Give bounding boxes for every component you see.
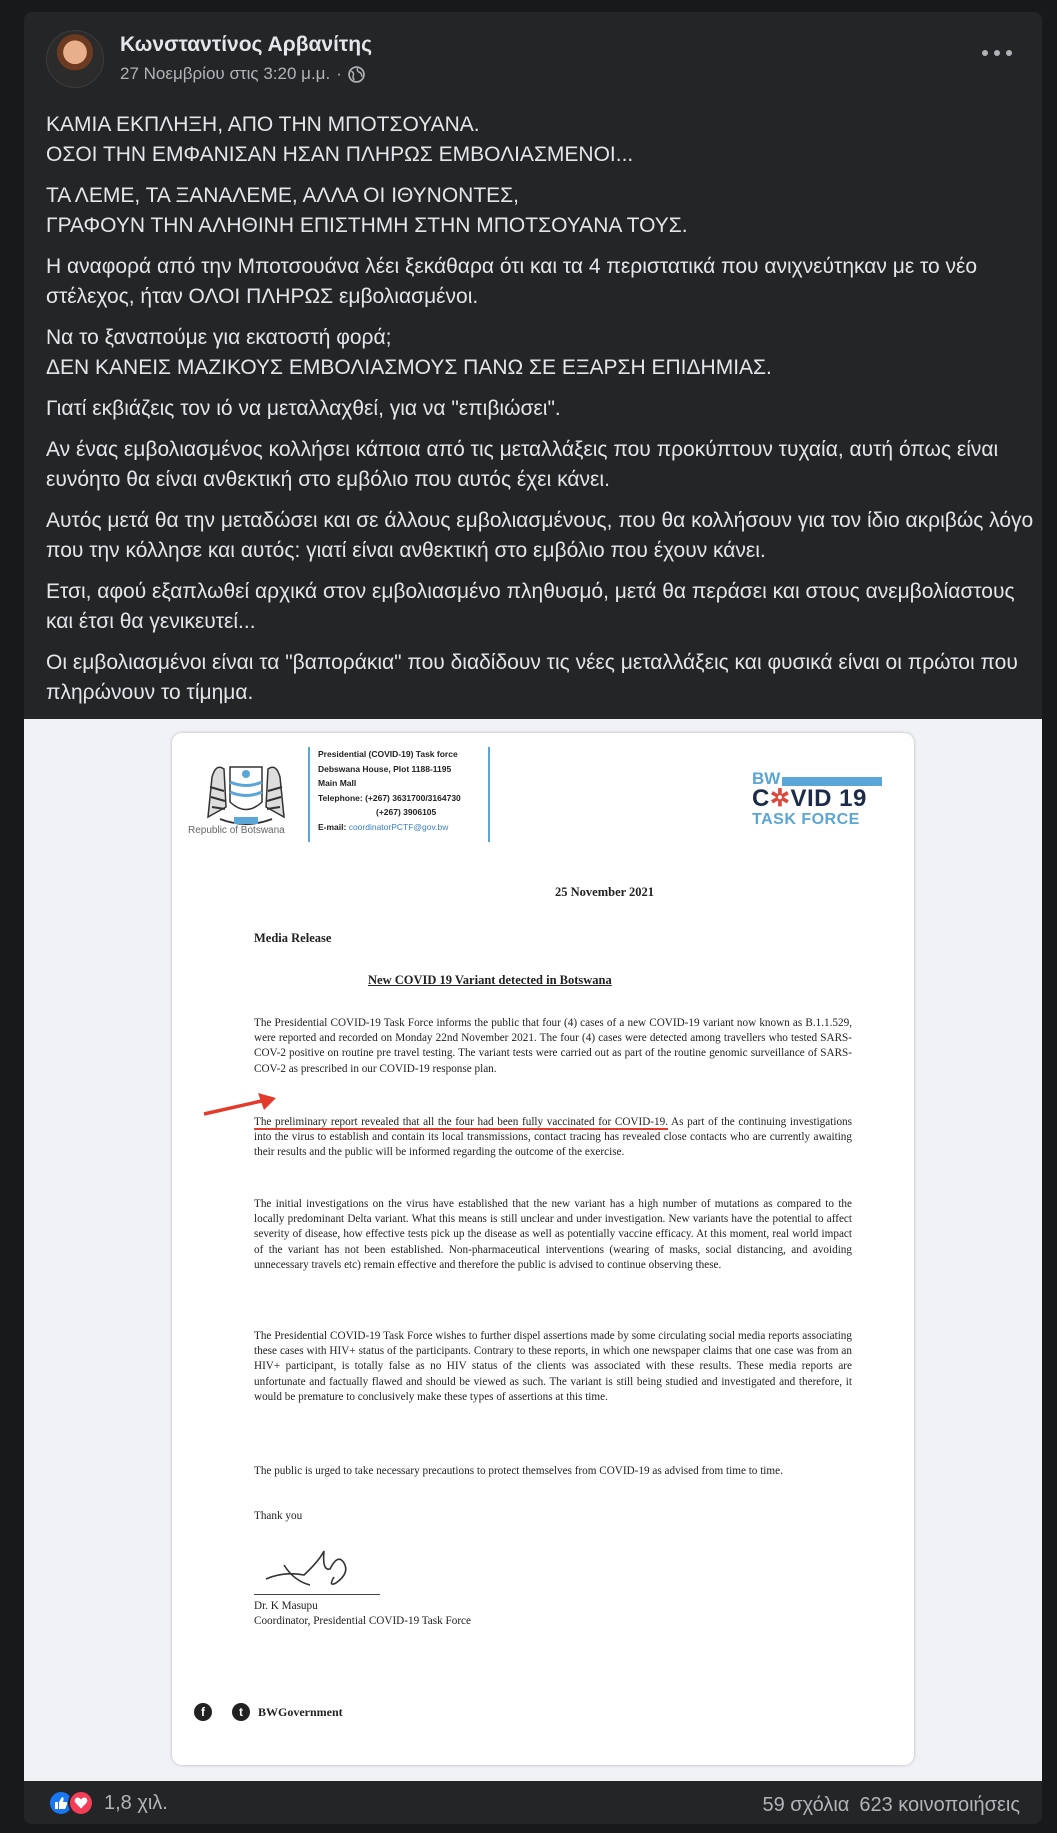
signature-line	[254, 1594, 380, 1595]
globe-icon[interactable]	[348, 66, 365, 83]
thanks-line: Thank you	[254, 1510, 303, 1522]
meta-separator: ·	[336, 64, 342, 83]
post-text	[46, 110, 1036, 719]
media-release-label: Media Release	[254, 931, 332, 945]
post-paragraph: Να το ξαναπούμε για εκατοστή φορά; ΔΕΝ ΚΑΝΕΙΣ ΜΑΖΙΚΟΥΣ ΕΜΒΟΛΙΑΣΜΟΥΣ ΠΑΝΩ ΣΕ ΕΞΑΡΣΗ ΕΠΙΔΗΜΙΑΣ.	[46, 326, 772, 379]
red-arrow-icon	[202, 1090, 282, 1120]
shares-count[interactable]: 623 κοινοποιήσεις	[859, 1794, 1020, 1816]
logo-letter: C	[752, 785, 770, 812]
logo-bw: BW	[752, 769, 781, 788]
logo-letter: VID 19	[790, 785, 867, 812]
post-paragraph: Αυτός μετά θα την μεταδώσει και σε άλλους εμβολιασμένους, που θα κολλήσουν για τον ίδιο ακριβώς λόγο που την κόλλησε και αυτός: γιατί είναι ανθεκτική στο εμβόλιο που έχουν κάνει.	[46, 509, 1034, 562]
reactions-summary[interactable]	[48, 1790, 168, 1816]
republic-label: Republic of Botswana	[188, 825, 285, 836]
document-title: New COVID 19 Variant detected in Botswana	[368, 973, 612, 987]
comments-count[interactable]: 59 σχόλια	[762, 1794, 850, 1816]
contact-line: (+267) 3906105	[376, 807, 437, 817]
contact-line: Telephone: (+267) 3631700/3164730	[318, 792, 461, 803]
document-paragraph: The initial investigations on the virus have established that the new variant has a high number of mutations as compared to the locally predominant Delta variant. What this means is still unclear and under investigation. New variants have the potential to affect severity of disease, how effective tests pick up the disease as well as potentially vaccine efficacy. At this moment, real world impact of the variant has not been established. Non-pharmaceutical interventions (wearing of masks, social distancing, and avoiding unnecessary travels etc) remain effective and therefore the public is advised to continue observing these.	[254, 1198, 852, 1271]
divider	[308, 747, 310, 842]
contact-line: Main Mall	[318, 778, 357, 788]
more-options-icon[interactable]	[982, 50, 1012, 60]
signer-title: Coordinator, Presidential COVID-19 Task Force	[254, 1615, 471, 1627]
post-paragraph: Οι εμβολιασμένοι είναι τα "βαποράκια" που διαδίδουν τις νέες μεταλλάξεις και φυσικά είναι οι πρώτοι που πληρώνουν το τίμημα.	[46, 651, 1018, 704]
post-stats	[24, 1784, 1042, 1824]
email-address: coordinatorPCTF@gov.bw	[348, 821, 449, 832]
document-paragraph: The Presidential COVID-19 Task Force informs the public that four (4) cases of a new COVID-19 variant now known as B.1.1.529, were reported and recorded on Monday 22nd November 2021. The four (4) cases were detected among travellers who tested SARS-COV-2 positive on routine pre travel testing. The variant tests were carried out as part of the routine genomic surveillance of SARS-COV-2 as prescribed in our COVID-19 response plan.	[254, 1017, 852, 1075]
post-header	[24, 12, 1042, 97]
engagement-counts	[763, 1794, 1021, 1817]
facebook-icon: f	[194, 1703, 212, 1721]
highlighted-sentence: The preliminary report revealed that all the four had been fully vaccinated for COVID-19.	[254, 1116, 669, 1128]
post-paragraph: ΚΑΜΙΑ ΕΚΠΛΗΞΗ, ΑΠΟ ΤΗΝ ΜΠΟΤΣΟΥΑΝΑ. ΟΣΟΙ ΤΗΝ ΕΜΦΑΝΙΣΑΝ ΗΣΑΝ ΠΛΗΡΩΣ ΕΜΒΟΛΙΑΣΜΕΝΟΙ...	[46, 113, 634, 166]
social-handle: BWGovernment	[258, 1704, 343, 1719]
logo-task-force: TASK FORCE	[752, 811, 860, 828]
contact-block	[318, 747, 461, 834]
signer-name: Dr. K Masupu	[254, 1600, 318, 1612]
post-paragraph: Γιατί εκβιάζεις τον ιό να μεταλλαχθεί, για να "επιβιώσει".	[46, 397, 561, 420]
document-paragraph	[254, 1115, 852, 1161]
contact-line: Presidential (COVID-19) Task force	[318, 749, 458, 759]
post-paragraph: Η αναφορά από την Μποτσουάνα λέει ξεκάθαρα ότι και τα 4 περιστατικά που ανιχνεύτηκαν με το νέο στέλεχος, ήταν ΟΛΟΙ ΠΛΗΡΩΣ εμβολιασμένοι.	[46, 255, 978, 308]
post-meta	[120, 64, 365, 84]
love-icon	[68, 1790, 94, 1816]
document-paragraph: The Presidential COVID-19 Task Force wishes to further dispel assertions made by some circulating social media reports associating these cases with HIV+ status of the participants. Contrary to these reports, in which one newspaper claims that one case was from an HIV+ participant, is totally false as no HIV status of the clients was associated with these results. These media reports are unfortunate and factually flawed and should be viewed as such. The variant is still being studied and investigated and therefore, it would be premature to conclusively make these types of assertions at this time.	[254, 1330, 852, 1403]
virus-icon: ✲	[769, 785, 791, 812]
logo-covid	[752, 784, 867, 813]
post-card	[24, 12, 1042, 1824]
email-label: E-mail:	[318, 821, 349, 832]
document-date: 25 November 2021	[555, 885, 655, 899]
post-image[interactable]	[24, 719, 1042, 1781]
avatar[interactable]	[46, 30, 104, 88]
paragraph-rest: As part of the continuing investigations into the virus to establish and contain its local transmissions, contact tracing has revealed close contacts who are currently awaiting their results and the public will be informed regarding the outcome of the exercise.	[254, 1116, 852, 1159]
divider	[488, 747, 490, 842]
document-paragraph: The public is urged to take necessary precautions to protect themselves from COVID-19 as advised from time to time.	[254, 1465, 783, 1477]
contact-line: Debswana House, Plot 1188-1195	[318, 763, 452, 774]
reaction-count: 1,8 χιλ.	[104, 1791, 168, 1814]
document-footer	[194, 1703, 343, 1721]
covid-task-force-logo	[752, 769, 902, 831]
post-timestamp[interactable]: 27 Νοεμβρίου στις 3:20 μ.μ.	[120, 64, 331, 83]
post-paragraph: ΤΑ ΛΕΜΕ, ΤΑ ΞΑΝΑΛΕΜΕ, ΑΛΛΑ ΟΙ ΙΘΥΝΟΝΤΕΣ, ΓΡΑΦΟΥΝ ΤΗΝ ΑΛΗΘΙΝΗ ΕΠΙΣΤΗΜΗ ΣΤΗΝ ΜΠΟΤΣΟΥΑΝΑ ΤΟΥΣ.	[46, 184, 688, 237]
twitter-icon: t	[232, 1703, 250, 1721]
signer-block	[254, 1599, 471, 1629]
post-paragraph: Ετσι, αφού εξαπλωθεί αρχικά στον εμβολιασμένο πληθυσμό, μετά θα περάσει και στους ανεμβολίαστους και έτσι θα γενικευτεί...	[46, 580, 1015, 633]
signature	[264, 1541, 364, 1593]
press-release-document	[172, 733, 914, 1765]
contact-email-line	[318, 820, 461, 835]
author-name[interactable]: Κωνσταντίνος Αρβανίτης	[120, 33, 373, 56]
coat-of-arms-icon	[190, 747, 302, 837]
post-paragraph: Αν ένας εμβολιασμένος κολλήσει κάποια από τις μεταλλάξεις που προκύπτουν τυχαία, αυτή όπως είναι ευνόητο θα είναι ανθεκτική στο εμβόλιο που αυτός έχει κάνει.	[46, 438, 999, 491]
